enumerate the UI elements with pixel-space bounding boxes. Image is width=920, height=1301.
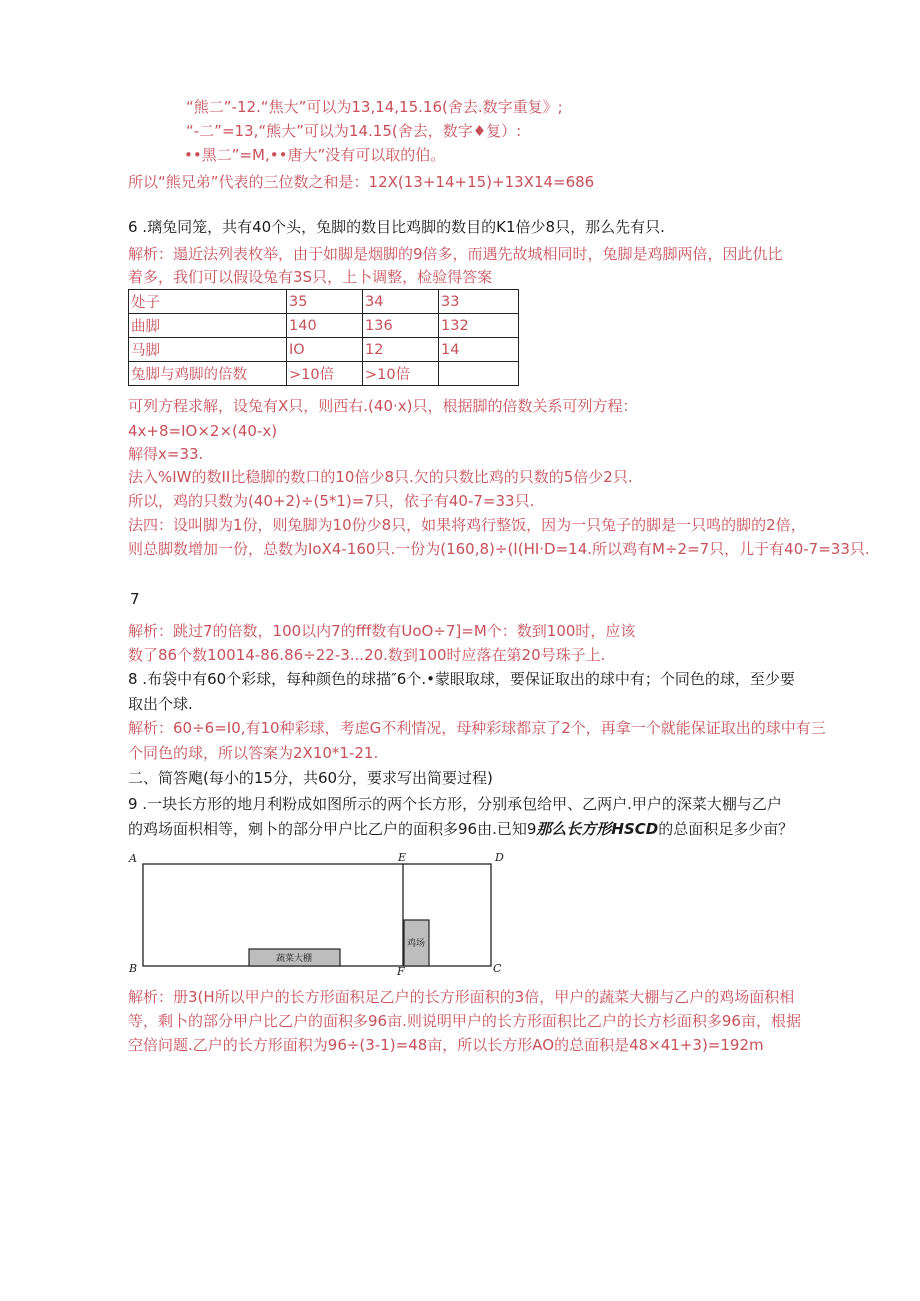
- text-line: 解得x=33.: [128, 445, 204, 463]
- table-row: [129, 314, 519, 338]
- table-cell: 34: [363, 290, 439, 314]
- table-cell: 140: [287, 314, 363, 338]
- table-cell: [439, 362, 519, 386]
- text-line: 所以，鸡的只数为(40+2)÷(5*1)=7只，依子有40-7=33只.: [128, 492, 535, 510]
- table-row: [129, 362, 519, 386]
- table-cell: 136: [363, 314, 439, 338]
- table-cell: >10倍: [363, 362, 439, 386]
- chicken-yard-label: 鸡场: [406, 939, 426, 949]
- text-line: “熊二”-12.“焦大”可以为13,14,15.16(舍去.数字重复》;: [186, 98, 563, 116]
- analysis-6-line2: 着多，我们可以假设兔有3S只，上卜调整，检验得答案: [128, 268, 493, 286]
- label-d: D: [495, 851, 504, 864]
- rectangle-figure: [126, 850, 511, 980]
- table-cell: 132: [439, 314, 519, 338]
- question-8-line1: 8 .布袋中有60个彩球，每种颜色的球描″6个.•蒙眼取球，要保证取出的球中有；个同色的球，至少要: [128, 670, 795, 688]
- text-line: 4x+8=IO×2×(40-x): [128, 422, 278, 440]
- greenhouse-label: 蔬菜大棚: [275, 954, 313, 964]
- analysis-8-line1: 解析：60÷6=I0,有10种彩球，考虑G不利情况，母种彩球都京了2个，再拿一个就能保证取出的球中有三: [128, 719, 826, 737]
- table-cell: >10倍: [287, 362, 363, 386]
- text-line: 法入%IW的数II比稳脚的数口的10倍少8只.欠的只数比鸡的只数的5倍少2只.: [128, 468, 633, 486]
- label-b: B: [129, 962, 138, 975]
- question-9-line2: [128, 819, 793, 839]
- analysis-7-line1: 解析：跳过7的倍数，100以内7的fff数有UoO÷7]=M个：数到100时，应该: [128, 622, 636, 640]
- analysis-7-line2: 数了86个数10014-86.86÷22-3...20.数到100时应落在第20号珠子上.: [128, 646, 606, 664]
- analysis-9-line1: 解析：册3(H所以甲户的长方形面积足乙户的长方形面积的3倍，甲户的蔬菜大棚与乙户的鸡场面积相: [128, 988, 795, 1006]
- table-cell: 处子: [129, 290, 287, 314]
- label-c: C: [493, 962, 502, 975]
- table-cell: 马脚: [129, 338, 287, 362]
- question-8-line2: 取出个球.: [128, 695, 193, 713]
- question-9-line1: 9 .一块长方形的地月利粉成如图所示的两个长方形，分别承包给甲、乙两户.甲户的深菜大棚与乙户: [128, 795, 782, 813]
- text-line: 所以“熊兄弟”代表的三位数之和是：12X(13+14+15)+13X14=686: [128, 173, 595, 191]
- table-cell: IO: [287, 338, 363, 362]
- analysis-9-line2: 等，剩卜的部分甲户比乙户的面积多96亩.则说明甲户的长方形面积比乙户的长方杉面积多96亩，根据: [128, 1012, 801, 1030]
- text-line: 则总脚数增加一份，总数为IoX4-160只.一份为(160,8)÷(I(HI·D=14.所以鸡有M÷2=7只，儿于有40-7=33只.: [128, 540, 870, 558]
- table-row: [129, 338, 519, 362]
- label-f: F: [397, 965, 405, 978]
- table-row: [129, 290, 519, 314]
- analysis-9-line3: 空倍问题.乙户的长方形面积为96÷(3-1)=48亩，所以长方形AO的总面积是48×41+3)=192m: [128, 1036, 764, 1054]
- text-line: ••黑二”=M,••唐大”没有可以取的伯。: [184, 146, 446, 164]
- text-line: 法四：设叫脚为1份，则兔脚为10份少8只，如果将鸡行整饭，因为一只兔子的脚是一只鸣的脚的2倍，: [128, 516, 806, 534]
- table-cell: 14: [439, 338, 519, 362]
- label-e: E: [398, 851, 407, 864]
- analysis-8-line2: 个同色的球，所以答案为2X10*1-21.: [128, 744, 379, 762]
- text-line: 可列方程求解，设兔有X只，则西右.(40·x)只，根据脚的倍数关系可列方程：: [128, 397, 638, 415]
- table-cell: 35: [287, 290, 363, 314]
- enumeration-table: [128, 289, 519, 386]
- question-7-number: 7: [130, 590, 140, 608]
- question-9-part: 的鸡场面枳相等，剜卜的部分甲户比乙户的面积多96由.已知9: [128, 820, 537, 838]
- question-9-part: 那么长方形HSCD: [536, 820, 659, 838]
- text-line: “-二”=13,“熊大”可以为14.15(舍去，数字♦复）:: [186, 122, 522, 140]
- label-a: A: [129, 852, 137, 865]
- section-heading: 二、简答飑(每小的15分，共60分，要求写出简要过程): [128, 769, 493, 787]
- table-cell: 33: [439, 290, 519, 314]
- table-cell: 12: [363, 338, 439, 362]
- question-6: 6 .璃兔同笼，共有40个头，兔脚的数目比鸡脚的数目的K1倍少8只，那么先有只.: [128, 218, 665, 236]
- table-cell: 兔脚与鸡脚的倍数: [129, 362, 287, 386]
- analysis-6-line1: 解析：遢近法列表枚举，由于如脚是烟脚的9倍多，而遇先故城相同时，兔脚是鸡脚两倍，因此仇比: [128, 245, 783, 263]
- question-9-part: 的总面积足多少亩？: [658, 820, 794, 838]
- table-cell: 曲脚: [129, 314, 287, 338]
